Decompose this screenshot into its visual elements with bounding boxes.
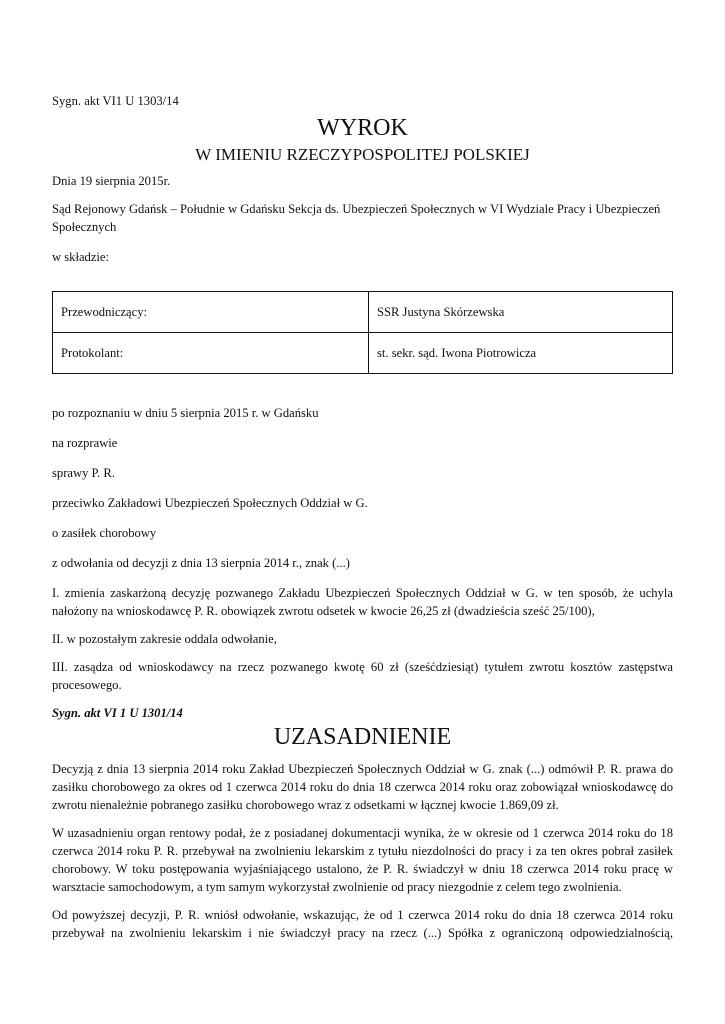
ruling-item: III. zasądza od wnioskodawcy na rzecz pozwanego kwotę 60 zł (sześćdziesiąt) tytułem zwrotu kosztów zastępstwa procesowego. bbox=[52, 660, 673, 692]
justification-case-reference: Sygn. akt VI 1 U 1301/14 bbox=[52, 706, 183, 720]
judgment-date: Dnia 19 sierpnia 2015r. bbox=[52, 174, 171, 188]
proceedings-case: sprawy P. R. bbox=[52, 466, 115, 480]
court-name: Sąd Rejonowy Gdańsk – Południe w Gdańsku Sekcja ds. Ubezpieczeń Społecznych w VI Wydziale Pracy i Ubezpieczeń Społecznych bbox=[52, 202, 661, 234]
judgment-title: WYROK bbox=[317, 115, 408, 141]
court-panel-table bbox=[52, 291, 673, 374]
composition-label: w składzie: bbox=[52, 250, 110, 264]
ruling-item: II. w pozostałym zakresie oddala odwołanie, bbox=[52, 632, 277, 646]
table-row bbox=[53, 292, 673, 333]
justification-paragraph: Od powyższej decyzji, P. R. wniósł odwołanie, wskazując, że od 1 czerwca 2014 roku do dnia 18 czerwca 2014 roku przebywał na zwolnieniu lekarskim i nie świadczył pracy na rzecz (...) Spółka z ograniczoną odpowiedzialnością, bbox=[52, 908, 673, 940]
proceedings-hearing: na rozprawie bbox=[52, 436, 118, 450]
proceedings-subject: o zasiłek chorobowy bbox=[52, 526, 157, 540]
judgment-subtitle: W IMIENIU RZECZYPOSPOLITEJ POLSKIEJ bbox=[195, 145, 530, 164]
justification-paragraph: Decyzją z dnia 13 sierpnia 2014 roku Zakład Ubezpieczeń Społecznych Oddział w G. znak (...) odmówił P. R. prawa do zasiłku chorobowego za okres od 1 czerwca 2014 roku do dnia 18 czerwca 2014 roku oraz zobowiązał wnioskodawcę do zwrotu nienależnie pobranego zasiłku chorobowego wraz z odsetkami w łącznej kwocie 1.869,09 zł. bbox=[52, 762, 673, 812]
case-reference: Sygn. akt VI1 U 1303/14 bbox=[52, 94, 179, 108]
panel-role: Przewodniczący: bbox=[53, 292, 369, 333]
proceedings-appeal: z odwołania od decyzji z dnia 13 sierpnia 2014 r., znak (...) bbox=[52, 556, 350, 570]
proceedings-against: przeciwko Zakładowi Ubezpieczeń Społecznych Oddział w G. bbox=[52, 496, 368, 510]
panel-role: Protokolant: bbox=[53, 333, 369, 374]
ruling-item: I. zmienia zaskarżoną decyzję pozwanego Zakładu Ubezpieczeń Społecznych Oddział w G. w ten sposób, że uchyla nałożony na wnioskodawcę P. R. obowiązek zwrotu odsetek w kwocie 26,25 zł (dwadzieścia sześć 25/100), bbox=[52, 586, 673, 618]
justification-title: UZASADNIENIE bbox=[273, 724, 452, 750]
table-row bbox=[53, 333, 673, 374]
justification-paragraph: W uzasadnieniu organ rentowy podał, że z posiadanej dokumentacji wynika, że w okresie od 1 czerwca 2014 roku do 18 czerwca 2014 roku P. R. przebywał na zwolnieniu lekarskim z tytułu niezdolności do pracy i za ten okres pobrał zasiłek chorobowy. W toku postępowania wyjaśniającego ustalono, że P. R. świadczył w dniu 18 czerwca 2014 roku pracę w warsztacie samochodowym, a tym samym wykorzystał zwolnienie od pracy niezgodnie z celem tego zwolnienia. bbox=[52, 826, 673, 894]
panel-member: st. sekr. sąd. Iwona Piotrowicza bbox=[369, 333, 673, 374]
panel-member: SSR Justyna Skórzewska bbox=[369, 292, 673, 333]
proceedings-heard: po rozpoznaniu w dniu 5 sierpnia 2015 r. w Gdańsku bbox=[52, 406, 319, 420]
